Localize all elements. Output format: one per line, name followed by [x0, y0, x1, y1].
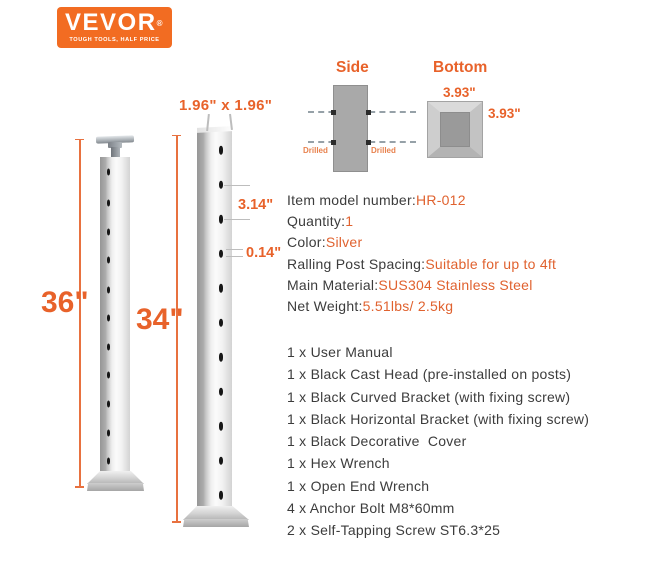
bottom-diagram-title: Bottom — [433, 59, 488, 76]
post-height-36-label: 36" — [41, 286, 89, 319]
drilled-hole — [219, 284, 224, 293]
drilled-hole — [219, 180, 224, 189]
drilled-hole — [219, 422, 224, 431]
drilled-hole — [219, 491, 224, 500]
spec-label: Main Material: — [287, 276, 379, 293]
package-item: 1 x Black Horizontal Bracket (with fixing screw) — [287, 410, 590, 427]
spec-row-color — [287, 232, 556, 253]
base-plate-bottom-view — [428, 102, 482, 157]
spec-label: Item model number: — [287, 192, 416, 208]
package-item: 1 x Hex Wrench — [287, 455, 390, 472]
dimension-line-36-bottom-cap — [75, 486, 84, 488]
drilled-hole — [107, 287, 111, 294]
drilled-hole — [219, 387, 224, 396]
package-item: 1 x User Manual — [287, 344, 393, 360]
spec-value: 1 — [345, 213, 354, 230]
post-34-base-plate — [183, 519, 249, 527]
spec-row-quantity — [287, 211, 556, 232]
post-height-34-label: 34" — [136, 303, 184, 336]
package-item: 1 x Black Curved Bracket (with fixing screw) — [287, 388, 571, 405]
post-36-body — [100, 157, 130, 473]
hole-size-label: 0.14" — [246, 245, 282, 261]
drilled-hole — [219, 353, 224, 362]
drilled-hole — [107, 344, 111, 351]
drilled-hole — [219, 249, 224, 258]
drilled-label-right: Drilled — [371, 146, 396, 155]
drilled-hole — [107, 169, 111, 176]
dimension-line-36-top-cap — [75, 139, 84, 141]
drilled-hole — [107, 200, 111, 207]
drilled-label-left: Drilled — [303, 146, 328, 155]
spec-value: Silver — [325, 234, 363, 251]
drill-point-dot — [366, 110, 371, 115]
spec-row-weight — [287, 296, 556, 317]
hole-size-tick-bottom — [226, 256, 243, 257]
spec-value: 5.51lbs/ 2.5kg — [362, 298, 454, 315]
spec-row-spacing — [287, 254, 556, 275]
spec-value: SUS304 Stainless Steel — [378, 276, 533, 293]
logo-wordmark — [57, 10, 172, 36]
post-36-base-plate — [87, 483, 144, 491]
drilled-hole — [219, 146, 224, 155]
logo-tagline: TOUGH TOOLS, HALF PRICE — [69, 37, 160, 43]
logo-text: VEVOR — [65, 9, 157, 36]
vevor-logo — [57, 7, 172, 48]
hole-spacing-leader-top — [224, 185, 250, 186]
package-item: 1 x Open End Wrench — [287, 477, 430, 494]
spec-label: Quantity: — [287, 213, 346, 230]
side-diagram-title: Side — [336, 59, 369, 76]
post-34-body — [197, 130, 232, 508]
drilled-hole — [107, 372, 111, 379]
drill-point-dot — [366, 140, 371, 145]
drilled-hole — [219, 456, 224, 465]
hole-spacing-label: 3.14" — [238, 197, 274, 213]
registered-trademark-icon: ® — [156, 19, 164, 28]
base-width-label: 3.93" — [443, 85, 476, 100]
cross-section-label: 1.96" x 1.96" — [179, 97, 273, 114]
drilled-hole — [107, 401, 111, 408]
dimension-line-34-bottom-cap — [172, 521, 181, 523]
spec-row-model — [287, 190, 556, 211]
drilled-hole — [107, 458, 111, 465]
package-item: 4 x Anchor Bolt M8*60mm — [287, 500, 455, 517]
drilled-hole — [219, 215, 224, 224]
drilled-hole — [107, 257, 111, 264]
package-contents-list — [287, 341, 589, 542]
drilled-hole — [107, 229, 111, 236]
drilled-hole — [107, 315, 111, 322]
spec-label: Color: — [287, 234, 326, 251]
hole-size-tick-top — [226, 249, 243, 250]
hole-spacing-leader-bottom — [224, 219, 250, 220]
side-post-rect — [333, 85, 368, 172]
spec-value: Suitable for up to 4ft — [425, 255, 557, 272]
package-item: 2 x Self-Tapping Screw ST6.3*25 — [287, 522, 501, 539]
drilled-hole — [107, 430, 111, 437]
spec-value: HR-012 — [416, 192, 466, 208]
base-height-label: 3.93" — [488, 106, 521, 121]
drilled-hole — [219, 318, 224, 327]
drill-point-dot — [331, 140, 336, 145]
post-36-base-skirt — [87, 471, 144, 484]
post-34-base-skirt — [183, 506, 249, 520]
package-item: 1 x Black Cast Head (pre-installed on posts) — [287, 366, 572, 383]
spec-label: Ralling Post Spacing: — [287, 255, 426, 272]
spec-list — [287, 190, 556, 317]
spec-row-material — [287, 275, 556, 296]
spec-label: Net Weight: — [287, 298, 363, 315]
drill-point-dot — [331, 110, 336, 115]
package-item: 1 x Black Decorative Cover — [287, 433, 467, 450]
dimension-line-34-top-cap — [172, 135, 181, 137]
